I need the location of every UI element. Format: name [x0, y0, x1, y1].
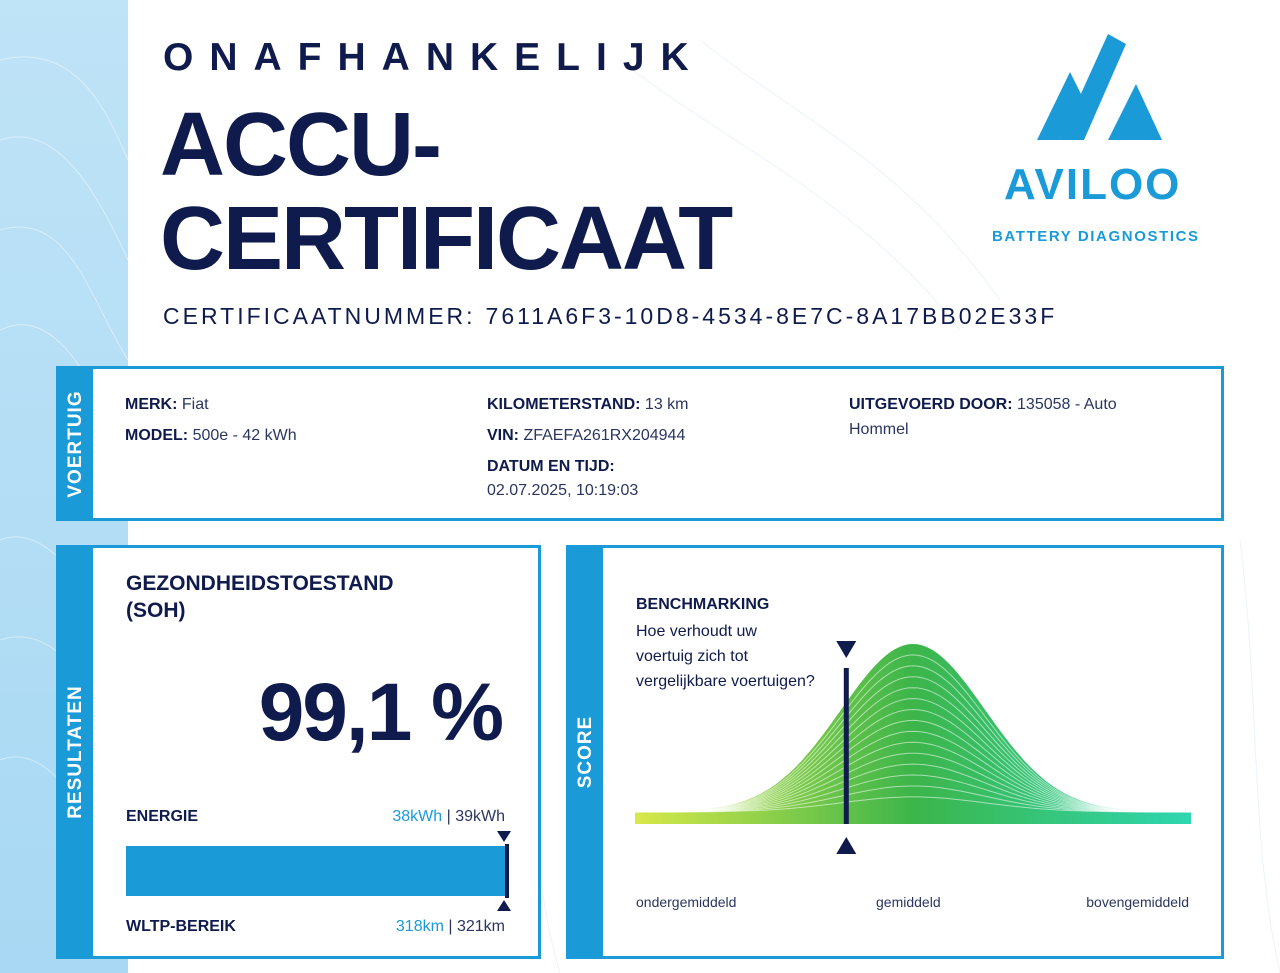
results-panel — [56, 545, 541, 959]
capacity-bar-fill — [126, 846, 505, 896]
vin-value: ZFAEFA261RX204944 — [523, 427, 686, 444]
score-panel — [566, 545, 1224, 959]
aviloo-tagline: BATTERY DIAGNOSTICS — [992, 228, 1200, 245]
vehicle-col-brand-model — [125, 389, 297, 451]
vehicle-col-km-vin — [487, 389, 689, 503]
certificate-title — [160, 95, 732, 289]
certificate-number-value: 7611A6F3-10D8-4534-8E7C-8A17BB02E33F — [485, 303, 1058, 329]
wltp-current: 318km — [395, 918, 444, 935]
capacity-max-marker — [505, 844, 509, 898]
results-tab — [59, 548, 93, 956]
bench-desc-line-3: vergelijkbare voertuigen? — [636, 673, 815, 690]
certificate-pre-title: ONAFHANKELIJK — [163, 36, 705, 79]
score-tab — [569, 548, 603, 956]
energy-label: ENERGIE — [126, 808, 199, 825]
certificate-number-label: CERTIFICAATNUMMER: — [163, 303, 476, 329]
done-by-value-1: 135058 - Auto — [1017, 396, 1117, 413]
done-by-row — [849, 392, 1117, 417]
model-value: 500e - 42 kWh — [192, 427, 297, 444]
datetime-value: 02.07.2025, 10:19:03 — [487, 482, 639, 499]
vehicle-col-done-by — [849, 392, 1117, 442]
bench-desc-line-2: voertuig zich tot — [636, 648, 749, 665]
datetime-label: DATUM EN TIJD: — [487, 458, 615, 475]
energy-current: 38kWh — [392, 808, 443, 825]
vehicle-tab-label: VOERTUIG — [65, 389, 86, 498]
benchmarking-title: BENCHMARKING — [636, 596, 770, 613]
wltp-label: WLTP-BEREIK — [126, 918, 236, 935]
score-tab-label: SCORE — [575, 715, 596, 789]
merk-value: Fiat — [181, 396, 209, 413]
axis-label-high: bovengemiddeld — [1086, 894, 1189, 910]
soh-value: 99,1 % — [258, 667, 502, 758]
axis-label-low: ondergemiddeld — [636, 894, 737, 910]
energy-nominal: 39kWh — [455, 808, 505, 825]
soh-title-line-1: GEZONDHEIDSTOESTAND — [126, 572, 394, 595]
wltp-separator: | — [443, 918, 457, 935]
certificate-number — [163, 303, 1057, 330]
benchmark-marker-bottom-icon — [836, 837, 856, 854]
vin-label: VIN: — [487, 427, 519, 444]
merk-row — [125, 389, 297, 420]
energy-separator: | — [442, 808, 456, 825]
vehicle-panel — [56, 366, 1224, 521]
title-line-1: ACCU- — [160, 95, 440, 195]
wltp-nominal: 321km — [456, 918, 505, 935]
aviloo-wordmark: AVILOO — [1004, 160, 1182, 209]
bench-desc-line-1: Hoe verhoudt uw — [636, 623, 757, 640]
wltp-values — [396, 918, 505, 936]
axis-label-mid: gemiddeld — [876, 894, 941, 910]
aviloo-logo-icon — [988, 30, 1218, 250]
merk-label: MERK: — [125, 396, 178, 413]
soh-title — [126, 570, 446, 624]
capacity-bar-track — [126, 846, 508, 896]
vin-row — [487, 420, 689, 451]
max-marker-bottom-icon — [497, 900, 511, 911]
soh-title-line-2: (SOH) — [126, 599, 186, 622]
vehicle-tab — [59, 369, 93, 518]
energy-values — [392, 808, 505, 826]
model-label: MODEL: — [125, 427, 189, 444]
done-by-value-2: Hommel — [849, 421, 909, 438]
benchmarking-description — [636, 619, 866, 694]
results-tab-label: RESULTATEN — [65, 685, 86, 819]
done-by-label: UITGEVOERD DOOR: — [849, 396, 1013, 413]
model-row — [125, 420, 297, 451]
max-marker-top-icon — [497, 831, 511, 842]
km-row — [487, 389, 689, 420]
km-label: KILOMETERSTAND: — [487, 396, 641, 413]
km-value: 13 km — [644, 396, 689, 413]
title-line-2: CERTIFICAAT — [160, 189, 732, 289]
